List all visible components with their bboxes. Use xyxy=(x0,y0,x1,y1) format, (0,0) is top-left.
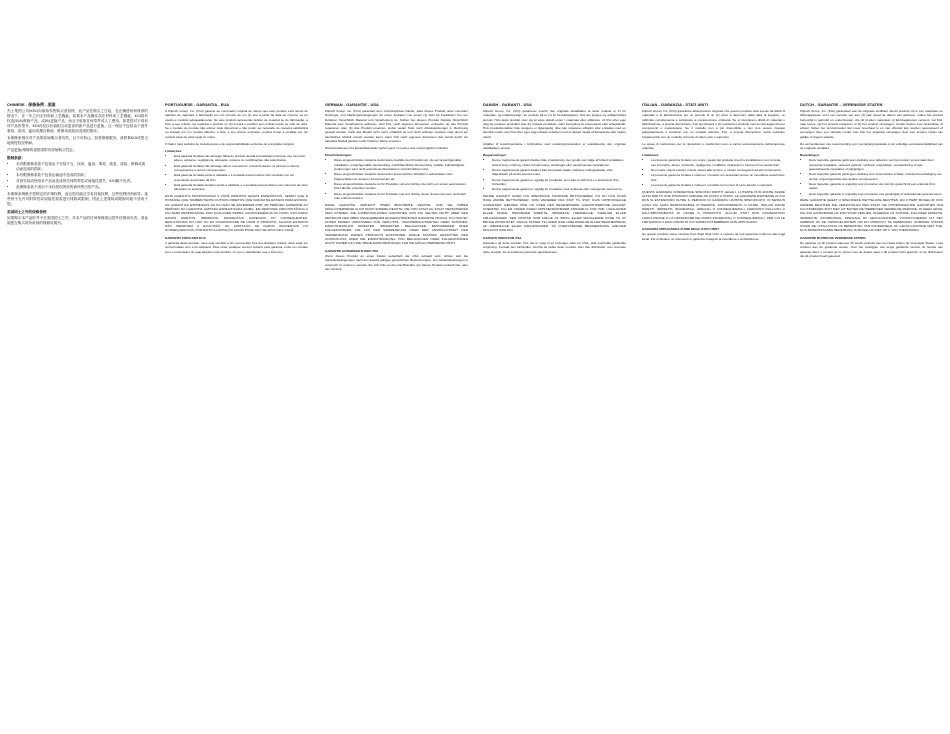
outside-usa-title: 美国国土之外的保修条例 xyxy=(7,209,47,214)
limitation-item: • Deze beperkte garantie is ongeldig voor producten met gewijzigde of ontbrekende serienummers. xyxy=(809,192,943,196)
warranty-column-portuguese xyxy=(165,102,308,712)
outside-usa-paragraph: Garantien på dette produkt, hvis det er solgt til en forbruger uden for USA, skal overholde gældende lovgivning. Kontakt den forhandler, hvorfra du købte dette produkt, eller den distributør, som leverede dette produkt, for at indhente passende garantiservice. xyxy=(483,241,626,254)
limitations-title: Limitações: xyxy=(165,148,183,153)
warranty-paragraph: A Klipsch Group, Inc. (KGI) garante ao comprador original de varejo que este produto está isento de defeitos de materiais e fabricação por um período de um (1) ano a partir da data de compra, se for usado e mantido adequadamente. Se este produto apresentar defeito de material ou de fabricação, a KGI, a seu critério, (a) reparará o produto ou (b) trocará o produto sem cobrar peças ou mão de obra. Se o modelo do produto não estiver mais disponível e não puder ser reparado de maneira satisfatória ou trocado por um modelo idêntico, a KGI, a seu critério exclusivo, poderá trocar a unidade por um modelo atual de valor igual ou maior. xyxy=(165,109,308,139)
outside-usa-paragraph: De garantie op dit product wanneer dit wordt verkocht aan een klant buiten de Verenigde Staten, moet voldoen aan de geldende wetten. Voor het verkrijgen van enige geldende service uit hoofde van garantie dient u contact op te nemen met de dealer waar u dit product hebt gekocht, of de distributeur die dit product heeft geleverd. xyxy=(800,241,943,258)
limitation-item: • Esta garantia limitada não abrange falha do produto devida à instalação incorreta, uso incorreto, abuso, acidente, negligência, alteração, reparos ou modificações não autorizados. xyxy=(174,154,308,163)
limitation-item: • Non copre i danni estetici, inclusi i danni alla vernice, o i danni conseguenti ad altri componenti. xyxy=(651,168,785,172)
limitation-item: • La presente garanzia limitata è nulla per i prodotti non acquistati presso un rivenditore autorizzato KGI. xyxy=(651,173,785,182)
warranty-paragraph: Klipsch Group, Inc. (KGI) garantisce all'acquirente originale che questo prodotto sarà esente da difetti di materiale e di fabbricazione per un periodo di un (1) anno a decorrere dalla data di acquisto, se utilizzato correttamente e sottoposto a manutenzione ordinaria. Se si riscontrano difetti di materiali o fabbricazione, a propria discrezione, KGI (a) riparerà o (b) sostituirà il prodotto senza costi aggiuntivi per componenti o manodopera. Se il modello non è più disponibile e non può essere riparato adeguatamente o sostituito con un modello identico, KGI, a propria discrezione, potrà sostituire l'apparecchio con un modello corrente di valore pari o superiore. xyxy=(642,109,785,139)
limitations-list xyxy=(7,162,148,190)
warranty-column-dutch xyxy=(800,102,943,712)
outside-usa-title: GARANTIE AUSSERHALB DER USA xyxy=(325,248,379,253)
legal-rights-paragraph: QUESTA GARANZIA CONFERISCE SPECIFICI DIRITTI LEGALI, L'UTENTE PUÒ ANCHE AVERE ALTRI DIRITTI CHE POSSONO VARIARE DA STATO A STATO. LE GARANZIE ESPRESSE DI KGI NON SI ESTENDONO OLTRE IL PERIODO DI GARANZIA LIMITATA SPECIFICATO. IN NESSUN CASO KGI SARÀ RESPONSABILE DI PERDITE, INCONVENIENTI O DANNI, INCLUSI DANNI DIRETTI, INDIRETTI, INCIDENTALI, SPECIALI O CONSEQUENZIALI, DERIVANTI DALL'USO O DALL'IMPOSSIBILITÀ DI USARE IL PRODOTTO. ALCUNI STATI NON CONSENTONO L'ESCLUSIONE O LA LIMITAZIONE DEI DANNI INCIDENTALI O CONSEQUENZIALI, PER CUI LE LIMITAZIONI O ESCLUSIONI DI CUI SOPRA POTREBBERO NON APPLICARSI. xyxy=(642,189,785,224)
column-heading: DANISH - GARANTI - USA xyxy=(483,102,532,107)
limitations-title: 限制条款： xyxy=(7,156,25,161)
column-heading: CHINESE - 保修条例 - 美国 xyxy=(7,102,56,107)
limitations-title: Begrænsninger: xyxy=(483,153,507,158)
limitation-item: • Esta garantia limitada perde a validade e é anulada para produtos não vendidos por um revendedor autorizado da KGI. xyxy=(174,173,308,182)
limitations-list xyxy=(800,158,943,195)
limitation-item: • Denne begrænsede garanti er ugyldig for produkter med ændrede eller manglende serienumre. xyxy=(492,187,626,191)
limitation-item: • Denne begrænsede garanti dækker ikke produktsvigt, der opstår som følge af forkert installation, forkert brug, misbrug, uheld, forsømmelse, ændringer eller uautoriserede reparationer. xyxy=(492,158,626,167)
limitations-title: Einschränkungen: xyxy=(325,153,352,158)
warranty-paragraph: Rücksendekosten für Ersatz/Reparatur gehen ganz zu Lasten des ursprünglichen Käufers. xyxy=(325,145,449,150)
outside-usa-paragraph: 如果购买本产品时并不在美国国土之内，对本产品的任何保修将由国外经销商负责。请参阅您在购买时所收到的保修说明书。 xyxy=(7,215,148,225)
limitation-item: • La presente garanzia limitata non copre i guasti del prodotto dovuti a installazione non corretta, uso improprio, abuso, incidente, negligenza, modifiche, riparazioni o interventi non autorizzati. xyxy=(651,158,785,167)
limitations-title: Limitazioni: xyxy=(642,153,660,158)
column-heading: PORTUGUESE - GARANTIA - EUA xyxy=(165,102,230,107)
outside-usa-title: GARANZIA APPLICABILE FUORI DEGLI STATI UNITI xyxy=(642,227,719,232)
column-heading: GERMAN - GARANTIE - USA xyxy=(325,102,379,107)
warranty-paragraph: Le spese di restituzione per le riparazioni o sostituzioni sono a carico esclusivamente dell'acquirente originale. xyxy=(642,141,785,150)
limitations-list xyxy=(483,158,626,191)
limitation-item: • Diese eingeschränkte Garantie deckt keine kosmetischen Schäden, Lackschäden oder Folgeschäden an anderen Komponenten ab. xyxy=(334,172,468,181)
outside-usa-paragraph: Wenn dieses Produkt an einen Käufer außerhalb der USA verkauft wird, richten sich die Garantiebedingungen nach den jeweils gültigen gesetzlichen Bestimmungen. Um Garantieleistungen in Anspruch zu nehmen, wenden Sie sich bitte an den Fachhändler, der dieses Produkt verkauft hat, oder den Vertrieb. xyxy=(325,253,468,271)
warranty-column-chinese xyxy=(7,102,148,712)
limitation-item: • Deze beperkte garantie is ongeldig voor producten die niet zijn gekocht bij een erkende KGI-dealer. xyxy=(809,182,943,191)
warranty-paragraph: Klipsch Group, Inc. (KGI) garantiert dem ursprünglichen Käufer, dass dieses Produkt unter normalen Nutzungs- und Wartungsbedingungen für einen Zeitraum von einem (1) Jahr ab Kaufdatum frei von Defekten hinsichtlich Material und Verarbeitung ist. Sollten bei diesem Produkt Defekte hinsichtlich Material oder Verarbeitung auftreten, wird KGI, nach eigenem Ermessen, entweder (a) das Produkt reparieren oder (b) das Produkt ersetzen, wobei weder Teile noch Arbeitsleistungen in Rechnung gestellt werden. Falls das Modell nicht mehr erhältlich ist und nicht wirksam repariert oder durch ein identisches Modell ersetzt werden kann, kann KGI nach eigenem Ermessen das Gerät durch ein aktuelles Modell gleichen oder höheren Werts ersetzen. xyxy=(325,109,468,144)
limitation-item: • Esta garantia limitada não abrange danos cosméticos, incluindo danos na pintura ou danos consequentes a outros componentes. xyxy=(174,164,308,173)
warranty-column-german xyxy=(325,102,468,712)
warranty-column-italian xyxy=(642,102,785,712)
limitation-item: • Diese eingeschränkte Garantie ist für Produkte null und nichtig, deren Seriennummern verändert oder entfernt wurden. xyxy=(334,192,468,201)
outside-usa-title: GARANTIA FORA DOS EUA xyxy=(165,235,206,240)
limitations-title: Beperkingen: xyxy=(800,153,820,158)
limitation-item: • Diese eingeschränkte Garantie ist für Produkte null und nichtig, die nicht von einem autorisierten KGI-Händler erworben wurden. xyxy=(334,182,468,191)
limitations-list xyxy=(642,158,785,187)
column-heading: DUTCH - GARANTIE – VERENIGDE STATEN xyxy=(800,102,883,107)
limitation-item: • 此保修条款不适用于未经授权的转售商所售出的产品。 xyxy=(16,185,148,190)
warranty-paragraph: Klipsch Group, Inc. (KGI) garandeert aan de originele eindklant dat dit product vrij is van materiaal- en fabricagefouten voor een periode van één (1) jaar vanaf de datum van aankoop, indien het product behoorlijk is gebruikt en onderhouden. Als dit product materiaal- of fabricagefouten vertoont, zal KGI, naar keuze, (a) het product repareren of (b) het product vervangen, zonder kosten voor onderdelen of arbeid. Indien het productmodel niet meer leverbaar is en niet effectief kan worden gerepareerd of vervangen door een identiek model, kan KGI het apparaat vervangen door een actueel model van gelijke of hogere waarde. xyxy=(800,109,943,139)
limitation-item: • Diese eingeschränkte Garantie deckt keine Ausfälle des Produkts ab, die auf unsachgemäße Installation, unsachgemäße Verwendung, missbräuchliche Verwendung, Unfälle, Fahrlässigkeit, Änderungen oder nicht autorisierte Reparaturen zurückzuführen sind. xyxy=(334,158,468,171)
column-heading: ITALIAN - GARANZIA - STATI UNITI xyxy=(642,102,708,107)
limitations-list xyxy=(165,154,308,191)
warranty-paragraph: O fiador para pedidos de troca/reparos e de responsabilidade exclusiva do comprador original. xyxy=(165,141,295,146)
limitation-item: • Denne begrænsede garanti dækker ikke kosmetisk skade, inklusive malingsskader, eller følgeskader på andre komponenter. xyxy=(492,168,626,177)
warranty-paragraph: De verzendkosten van retourzending voor vervanging/reparatie is de volledige verantwoordelijkheid van de originele eindklant. xyxy=(800,141,943,150)
outside-usa-title: GARANTI UDEN FOR USA xyxy=(483,235,522,240)
limitations-list xyxy=(325,158,468,200)
warranty-paragraph: 产品更换/维修的索赔须附有原始购买凭证。 xyxy=(7,148,77,153)
outside-usa-title: GARANTIE BUITEN DE VERENIGDE STATEN xyxy=(800,235,866,240)
limitation-item: • Deze beperkte garantie geldt geen dekking voor cosmetische schade, inclusief beschadiging van de lak, of gevolgschade aan andere componenten. xyxy=(809,172,943,181)
legal-rights-paragraph: DIESE GARANTIE VERLEIHT IHNEN BESTIMMTE RECHTE, UND SIE HABEN MÖGLICHERWEISE AUCH NOCH ANDERE RECHTE, DIE VON STAAT ZU STAAT VERSCHIEDEN SEIN KÖNNEN. DIE AUSDRÜCKLICHEN GARANTIEN VON KGI GELTEN NICHT ÜBER DEN ZEITRAUM DER OBEN ANGEGEBENEN EINGESCHRÄNKTEN GARANTIE HINAUS. KGI HAFTET UNTER KEINEN UMSTÄNDEN FÜR VERLUSTE, UNANNEHMLICHKEITEN ODER SCHÄDEN, EINSCHLIESSLICH DIREKTER, INDIREKTER, BEILÄUFIGER, BESONDERER ODER FOLGESCHÄDEN, DIE AUS DER VERWENDUNG ODER DER UNMÖGLICHKEIT DER VERWENDUNG DIESES PRODUKTS ENTSTEHEN. EINIGE STAATEN GESTATTEN DEN AUSSCHLUSS ODER DIE EINSCHRÄNKUNG VON BEILÄUFIGEN ODER FOLGESCHÄDEN NICHT, DAHER GILT DIE OBIGE EINSCHRÄNKUNG FÜR SIE MÖGLICHERWEISE NICHT. xyxy=(325,202,468,246)
outside-usa-paragraph: A garantia deste produto, caso seja vendido a um consumidor fora dos Estados Unidos, deve estar em conformidade com a lei aplicável. Para obter qualquer serviço coberto pela garantia, entre em contato com o revendedor do qual adquiriu este produto, ou com o distribuidor que o forneceu. xyxy=(165,241,308,254)
legal-rights-paragraph: DENNE GARANTI GIVER DIG SPECIFIKKE JURIDISKE RETTIGHEDER, OG DU KAN OGSÅ HAVE ANDRE RETTIGHEDER, SOM VARIERER FRA STAT TIL STAT. KGIS UDTRYKKELIGE GARANTIER GÆLDER IKKE UD OVER DEN BEGRÆNSEDE GARANTIPERIODE ANGIVET OVENFOR. KGI ER UNDER INGEN OMSTÆNDIGHEDER ANSVARLIG FOR TAB, ULEJLIGHED ELLER SKADE, HERUNDER DIREKTE, INDIREKTE, HÆNDELIGE, SÆRLIGE ELLER FØLGESKADER, DER OPSTÅR SOM FØLGE AF BRUG ELLER MANGLENDE EVNE TIL AT BRUGE PRODUKTET. NOGLE STATER TILLADER IKKE UDELUKKELSE ELLER BEGRÆNSNING AF HÆNDELIGE ELLER FØLGESKADER, SÅ OVENSTÅENDE BEGRÆNSNING GÆLDER MULIGVIS IKKE DIG. xyxy=(483,194,626,233)
limitation-item: • Denne begrænsede garanti er ugyldig for produkter, som ikke er købt hos en autoriseret KGI-forhandler. xyxy=(492,178,626,187)
warranty-paragraph: 本保修条例仅对产品的原始购买者有效，且不可转让。如需保修服务，请联系KGI或您当地的授权经销商。 xyxy=(7,136,148,145)
warranty-paragraph: Udgifter til returforsendelse i forbindelse med erstatning/reparation er udelukkende den originale detailkøbers ansvar. xyxy=(483,141,626,150)
legal-rights-paragraph: ESTA GARANTIA PROPORCIONA A VOCÊ DIREITOS LEGAIS ESPECÍFICOS, SENDO QUE É POSSÍVEL QUE TAMBÉM TENHA OUTROS DIREITOS QUE VARIAM DE ESTADO PARA ESTADO. AS GARANTIAS EXPRESSAS DA KGI NÃO SE ESTENDEM POR UM PERÍODO SUPERIOR AO PERÍODO DA GARANTIA LIMITADA ESPECIFICADA ACIMA. EM NENHUMA CIRCUNSTÂNCIA A KGI SERÁ RESPONSÁVEL POR QUALQUER PERDA, INCONVENIÊNCIA OU DANO, INCLUINDO DANOS DIRETOS, INDIRETOS, INCIDENTAIS, ESPECIAIS OU CONSEQUENTES, RESULTANTES DO USO OU DA INCAPACIDADE DE USAR O PRODUTO. ALGUNS ESTADOS NÃO PERMITEM A EXCLUSÃO OU LIMITAÇÃO DE DANOS INCIDENTAIS OU CONSEQUENCIAIS, PORTANTO A LIMITAÇÃO ACIMA PODE NÃO SE APLICAR A VOCÊ. xyxy=(165,194,308,233)
warranty-paragraph: 杰士集团公司(KGI)向原始零售购买者担保，此产品在购买之日起，在正确使用和保养的情况下，在一年之内无材料和工艺瑕疵。如果本产品确实存在材料或工艺瑕疵，KGI将有权选择(A)维修产品，或(B)更换产品，而且不收取任何零件或人工费用。如果您对不再有该产品的型号，KGI有权以价值相当或更高的新产品进行更换。这一保证不包括由于意外事故、误用、滥用或擅自修改、维修或改装而造成的损坏。 xyxy=(7,109,148,133)
outside-usa-paragraph: Se questo prodotto viene venduto fuori dagli Stati Uniti, è coperto da una garanzia conforme alle leggi locali. Per richiedere un intervento in garanzia rivolgersi al rivenditore o al distributore. xyxy=(642,232,785,241)
limitation-item: • 本有限保修条款不包括运输途中造成的损坏。 xyxy=(16,173,148,178)
limitation-item: • La presente garanzia limitata è nulla per i prodotti con numeri di serie alterati o mancanti. xyxy=(651,183,785,187)
limitation-item: • 对因安装或使用本产品而造成的任何附带性或间接性损失，KGI概不负责。 xyxy=(16,179,148,184)
limitation-item: • 本有限保修条款不包括由于安装不当、误用、滥用、事故、疏忽、改装、维修或改动而造成的损坏。 xyxy=(16,162,148,172)
legal-rights-paragraph: 本保修条例赋予您特定的法律权利，而且您可能还享有其他权利，这些权利因州而异。某些州不允许对附带性或间接性损害进行排除或限制，因此上述排除或限制可能不适用于您。 xyxy=(7,192,148,206)
limitation-item: • Esta garantia limitada também perde a validade e é anulada para produtos com números de série alterados ou ausentes. xyxy=(174,183,308,192)
legal-rights-paragraph: DEZE GARANTIE GEEFT U SPECIFIEKE WETTELIJKE RECHTEN, EN U HEBT MOGELIJK OOK ANDERE RECHTEN DIE VERSCHILLEN PER STAAT. DE UITDRUKKELIJKE GARANTIES VAN KGI STREKKEN ZICH NIET UIT BUITEN DE HIERBOVEN VERMELDE PERIODE. IN GEEN GEVAL ZAL KGI AANSPRAKELIJK ZIJN VOOR VERLIES, ONGEMAK OF SCHADE, INCLUSIEF DIRECTE, INDIRECTE, INCIDENTELE, SPECIALE OF GEVOLGSCHADE, VOORTVLOEIEND UIT HET GEBRUIK OF DE ONMOGELIJKHEID OM DIT PRODUCT TE GEBRUIKEN. SOMMIGE STATEN STAAN DE UITSLUITING OF BEPERKING VAN INCIDENTELE OF GEVOLGSCHADE NIET TOE, DUS BOVENSTAANDE BEPERKING IS MOGELIJK NIET OP U VAN TOEPASSING. xyxy=(800,198,943,233)
warranty-column-danish xyxy=(483,102,626,712)
warranty-paragraph: Klipsch Group, Inc. (KGI) garanterer overfor den originale detailkøber at dette produkt er fri for materiale- og udførelsesfejl i en periode på et (1) år fra købsdatoen, hvis det bruges og vedligeholdes korrekt. Hvis dette produkt viser sig at være defekt enten i materiale eller udførelse, vil KGI efter eget valg (a) reparere produktet eller (b) erstatte produktet, uden beregning for reservedele eller arbejdskraft. Hvis produktmodellen ikke længere er tilgængelig, ikke kan repareres effektivt eller erstattes med en identisk model, kan KGI efter eget valg erstatte enheden med en aktuel model af tilsvarende eller højere værdi. xyxy=(483,109,626,139)
limitation-item: • Deze beperkte garantie geldt geen dekking voor defecten van het product veroorzaakt door verkeerde installatie, verkeerd gebruik, misbruik, ongelukken, verwaarlozing of niet-geautoriseerde reparaties of wijzigingen. xyxy=(809,158,943,171)
